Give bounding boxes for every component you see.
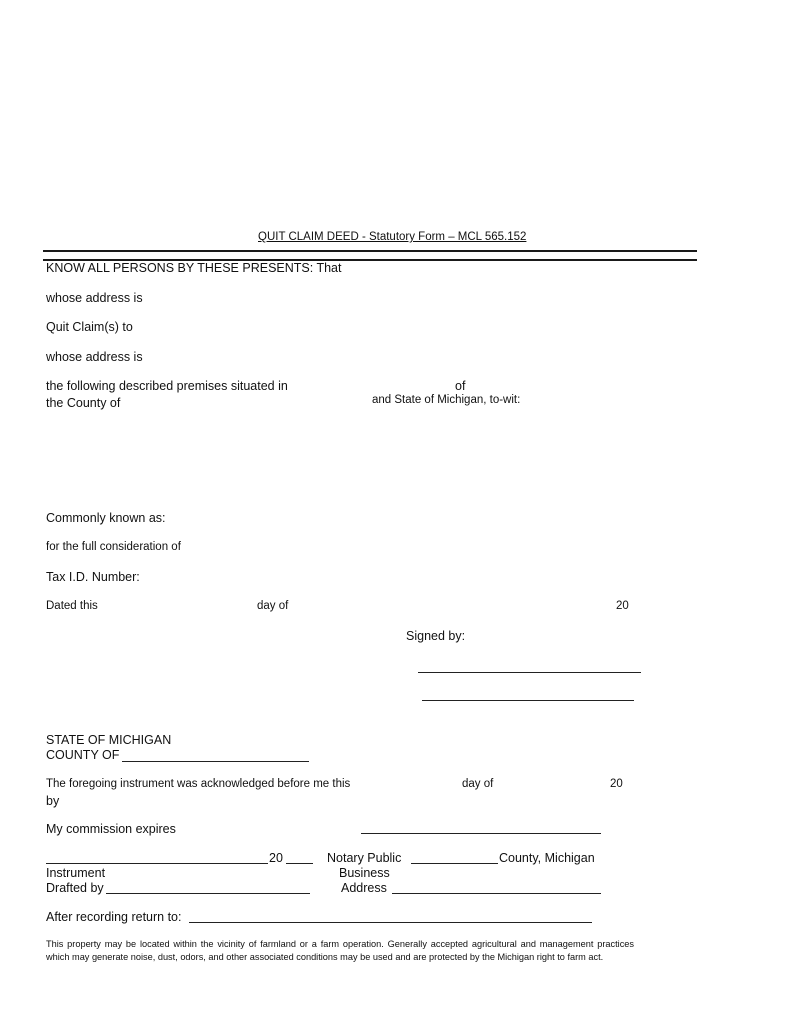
county-field[interactable] — [128, 395, 372, 413]
ack-year-prefix: 20 — [610, 778, 623, 790]
drafted-by-label: Drafted by — [46, 881, 104, 895]
commonly-known-label: Commonly known as: — [46, 511, 166, 525]
grantor-address-field[interactable] — [152, 290, 686, 308]
notary-county-label: COUNTY OF — [46, 748, 120, 762]
state-label: and State of Michigan, to-wit: — [372, 394, 521, 406]
drafted-by-line[interactable] — [106, 893, 310, 894]
year-prefix: 20 — [616, 600, 629, 612]
dated-day-field[interactable] — [105, 599, 254, 617]
consideration-label: for the full consideration of — [46, 541, 181, 553]
consideration-field[interactable] — [195, 540, 679, 558]
commonly-known-field[interactable] — [175, 510, 679, 528]
county-label: the County of — [46, 396, 121, 410]
tax-id-label: Tax I.D. Number: — [46, 570, 140, 584]
ack-by-field[interactable] — [64, 793, 568, 811]
address-label: Address — [341, 881, 387, 895]
quit-claim-label: Quit Claim(s) to — [46, 320, 133, 334]
signature-line-1[interactable] — [418, 672, 641, 673]
intro-text: KNOW ALL PERSONS BY THESE PRESENTS: That — [46, 261, 342, 275]
commission-label: My commission expires — [46, 822, 176, 836]
ack-day-of-label: day of — [462, 778, 494, 790]
by-label: by — [46, 794, 60, 808]
business-address-line[interactable] — [392, 893, 601, 894]
notary-county-line[interactable] — [122, 761, 309, 762]
grantor-address-label: whose address is — [46, 291, 143, 305]
return-to-line[interactable] — [189, 922, 592, 923]
grantee-address-field[interactable] — [152, 349, 686, 367]
instrument-year-prefix: 20 — [269, 851, 283, 865]
notary-county-name-line[interactable] — [411, 863, 498, 864]
dated-year-field[interactable] — [632, 599, 686, 617]
instrument-label: Instrument — [46, 866, 106, 880]
day-of-label: day of — [257, 600, 289, 612]
acknowledged-label: The foregoing instrument was acknowledged before me this — [46, 778, 351, 790]
commission-line[interactable] — [361, 833, 601, 834]
grantee-name-field[interactable] — [140, 319, 684, 337]
signed-by-label: Signed by: — [406, 629, 466, 643]
title-rule-top — [43, 250, 697, 252]
return-label: After recording return to: — [46, 910, 182, 924]
notary-state-label: STATE OF MICHIGAN — [46, 733, 172, 747]
instrument-year-line[interactable] — [286, 863, 313, 864]
of-label: of — [455, 379, 466, 393]
notary-public-label: Notary Public — [327, 851, 402, 865]
document-title: QUIT CLAIM DEED - Statutory Form – MCL 565.152 — [258, 231, 527, 243]
grantor-name-field[interactable] — [358, 260, 692, 278]
tax-id-field[interactable] — [150, 569, 674, 587]
dated-this-label: Dated this — [46, 600, 98, 612]
signature-line-2[interactable] — [422, 700, 634, 701]
grantee-address-label: whose address is — [46, 350, 143, 364]
farm-notice: This property may be located within the vicinity of farmland or a farm operation. Generally accepted agricultural and management practices which may generate noise, dust, odors, and other associated conditions may be used and are protected by the Michigan right to farm act. — [46, 939, 634, 962]
county-michigan-label: County, Michigan — [499, 851, 595, 865]
premises-label: the following described premises situated in — [46, 379, 288, 393]
legal-description-field[interactable] — [46, 420, 690, 504]
instrument-date-line[interactable] — [46, 863, 268, 864]
dated-month-field[interactable] — [295, 599, 609, 617]
business-label: Business — [339, 866, 390, 880]
